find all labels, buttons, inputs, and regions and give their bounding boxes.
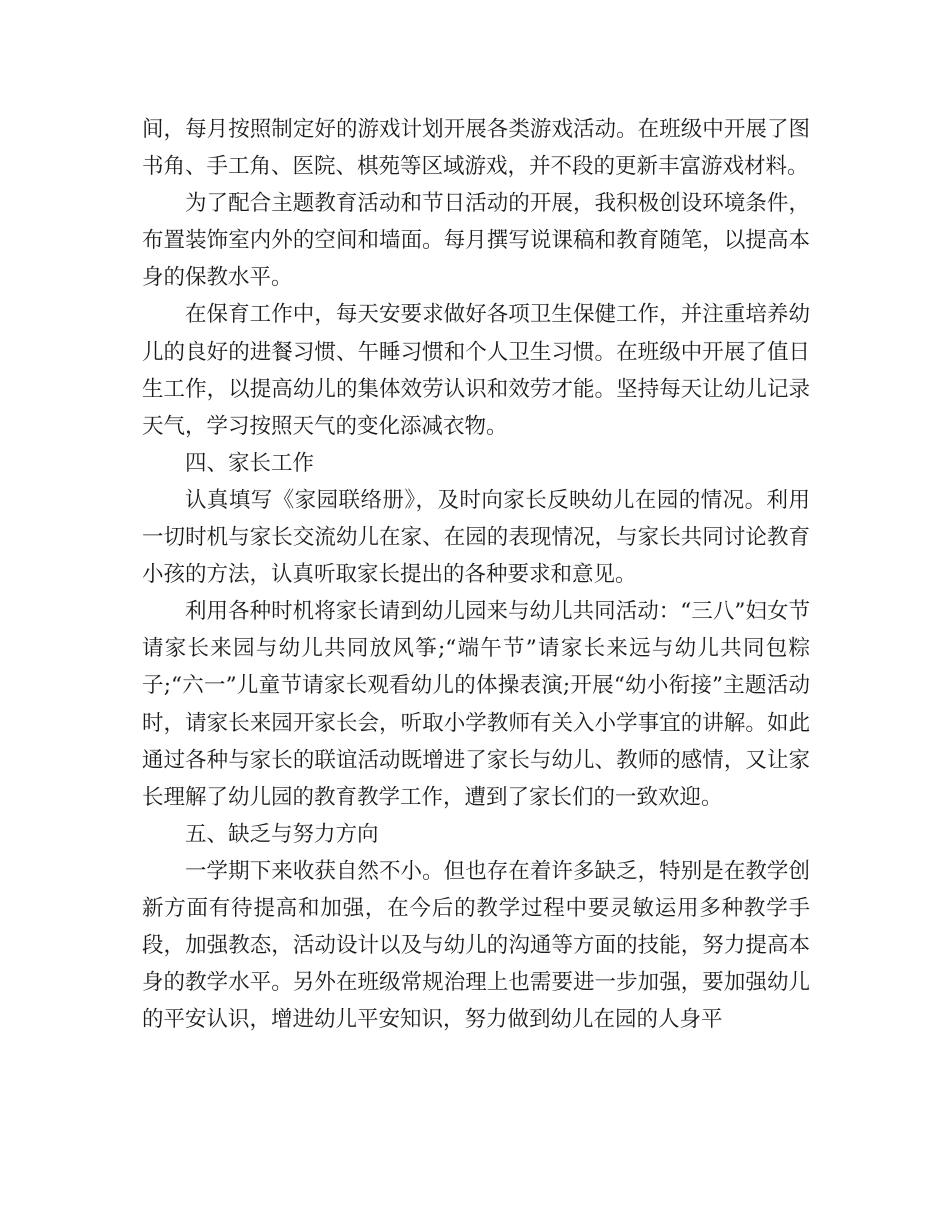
section-heading-parent-work: 四、家长工作: [185, 450, 315, 476]
paragraph-care-work: 在保育工作中，每天安要求做好各项卫生保健工作，并注重培养幼儿的良好的进餐习惯、午睡习惯和个人卫生习惯。在班级中开展了值日生工作，以提高幼儿的集体效劳认识和效劳才能。坚持每天让幼儿记录天气，学习按照天气的变化添减衣物。: [142, 302, 810, 439]
paragraph-environment: 为了配合主题教育活动和节日活动的开展，我积极创设环境条件，布置装饰室内外的空间和墙面。每月撰写说课稿和教育随笔，以提高本身的保教水平。: [142, 191, 810, 291]
document-page: [142, 111, 810, 1038]
section-heading-shortcomings: 五、缺乏与努力方向: [185, 821, 379, 847]
paragraph-parent-activities: 利用各种时机将家长请到幼儿园来与幼儿共同活动：“三八”妇女节请家长来园与幼儿共同放风筝;“端午节”请家长来远与幼儿共同包粽子;“六一”儿童节请家长观看幼儿的体操表演;开展“幼小衔接”主题活动时，请家长来园开家长会，听取小学教师有关入小学事宜的讲解。如此通过各种与家长的联谊活动既增进了家长与幼儿、教师的感情，又让家长理解了幼儿园的教育教学工作，遭到了家长们的一致欢迎。: [142, 599, 810, 810]
paragraph-continuation-games: 间，每月按照制定好的游戏计划开展各类游戏活动。在班级中开展了图书角、手工角、医院、棋苑等区域游戏，并不段的更新丰富游戏材料。: [142, 117, 810, 180]
paragraph-contact-book: 认真填写《家园联络册》，及时向家长反映幼儿在园的情况。利用一切时机与家长交流幼儿在家、在园的表现情况，与家长共同讨论教育小孩的方法，认真听取家长提出的各种要求和意见。: [142, 487, 810, 588]
paragraph-improvement: 一学期下来收获自然不小。但也存在着许多缺乏，特别是在教学创新方面有待提高和加强，在今后的教学过程中要灵敏运用多种教学手段，加强教态，活动设计以及与幼儿的沟通等方面的技能，努力提高本身的教学水平。另外在班级常规治理上也需要进一步加强，要加强幼儿的平安认识，增进幼儿平安知识，努力做到幼儿在园的人身平: [142, 858, 810, 1033]
